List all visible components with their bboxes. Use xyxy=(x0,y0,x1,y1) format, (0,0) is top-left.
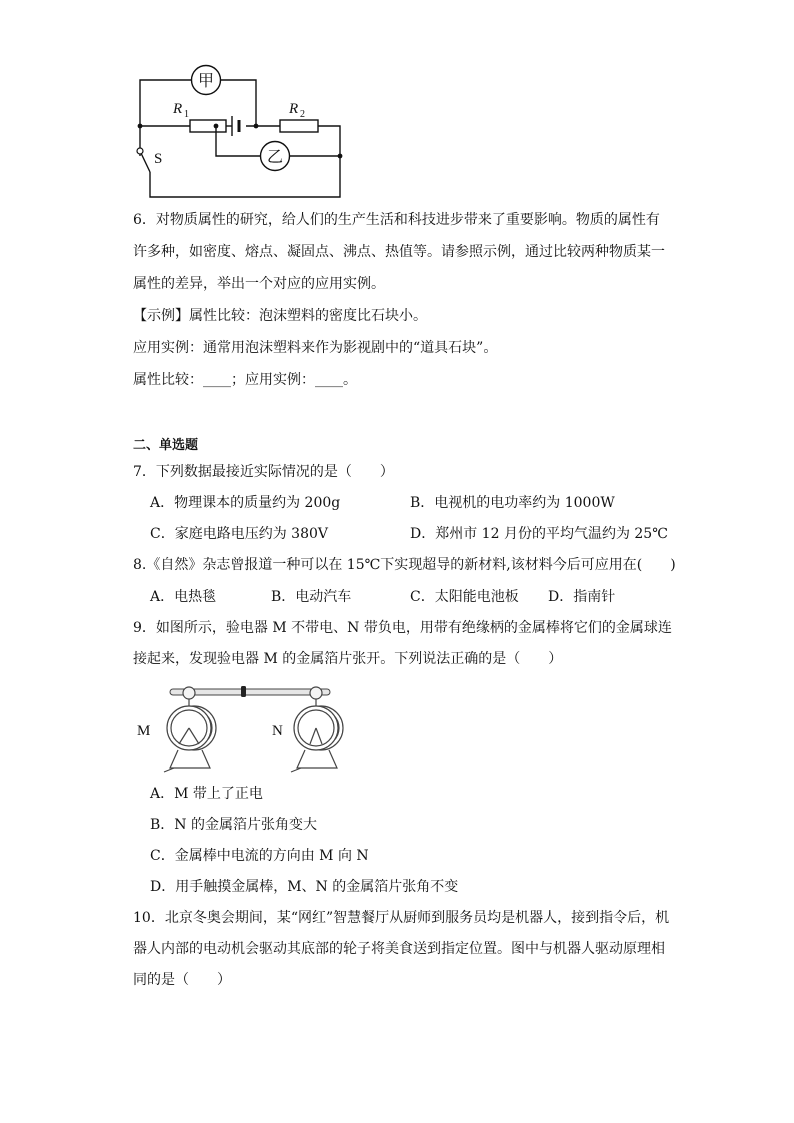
q7-stem: 7．下列数据最接近实际情况的是（ ） xyxy=(133,464,394,480)
q6-line-2: 许多种，如密度、熔点、凝固点、沸点、热值等。请参照示例，通过比较两种物质某一 xyxy=(133,244,665,260)
q8-option-b: B．电动汽车 xyxy=(271,589,352,605)
q9-line-1: 9．如图所示，验电器 M 不带电、N 带负电，用带有绝缘柄的金属棒将它们的金属球连 xyxy=(133,620,672,636)
q8-stem: 8.《自然》杂志曾报道一种可以在 15℃下实现超导的新材料,该材料今后可应用在( ) xyxy=(133,557,676,573)
q6-line-3: 属性的差异，举出一个对应的应用实例。 xyxy=(133,276,385,292)
switch-label: S xyxy=(154,151,163,167)
r2-subscript: 2 xyxy=(300,109,305,120)
q8-option-a: A．电热毯 xyxy=(150,589,217,605)
q6-application: 应用实例：通常用泡沫塑料来作为影视剧中的“道具石块”。 xyxy=(133,340,498,356)
circuit-diagram xyxy=(128,62,353,204)
q8-option-c: C．太阳能电池板 xyxy=(410,589,519,605)
q10-line-3: 同的是（ ） xyxy=(133,972,231,988)
q7-option-d: D．郑州市 12 月份的平均气温约为 25℃ xyxy=(410,526,668,542)
q7-option-b: B．电视机的电功率约为 1000W xyxy=(410,495,615,511)
insulated-handle xyxy=(241,686,246,697)
label-m: M xyxy=(137,723,151,739)
q9-line-2: 接起来，发现验电器 M 的金属箔片张开。下列说法正确的是（ ） xyxy=(133,651,563,667)
q10-line-2: 器人内部的电动机会驱动其底部的轮子将美食送到指定位置。图中与机器人驱动原理相 xyxy=(133,941,665,957)
switch-contact xyxy=(137,148,143,154)
q6-example: 【示例】属性比较：泡沫塑料的密度比石块小。 xyxy=(133,308,427,324)
q9-option-a: A．M 带上了正电 xyxy=(150,786,263,802)
r2-label: R xyxy=(289,101,299,117)
q6-answer-line: 属性比较：____；应用实例：____。 xyxy=(133,372,357,388)
q6-line-1: 6．对物质属性的研究，给人们的生产生活和科技进步带来了重要影响。物质的属性有 xyxy=(133,212,660,228)
q9-option-d: D．用手触摸金属棒，M、N 的金属箔片张角不变 xyxy=(150,879,459,895)
label-n: N xyxy=(272,723,283,739)
r1-subscript: 1 xyxy=(184,109,189,120)
q8-option-d: D．指南针 xyxy=(548,589,616,605)
electroscope-diagram xyxy=(130,684,356,776)
junction-dot xyxy=(338,154,343,159)
q9-option-b: B．N 的金属箔片张角变大 xyxy=(150,817,317,833)
meter-yi-label: 乙 xyxy=(266,149,284,166)
r1-label: R xyxy=(173,101,183,117)
section-title: 二、单选题 xyxy=(133,438,199,453)
meter-jia-label: 甲 xyxy=(197,73,215,90)
q9-option-c: C．金属棒中电流的方向由 M 向 N xyxy=(150,848,369,864)
q7-option-a: A．物理课本的质量约为 200g xyxy=(150,495,341,511)
junction-dot xyxy=(254,124,259,129)
junction-dot xyxy=(138,124,143,129)
q10-line-1: 10．北京冬奥会期间，某“网红”智慧餐厅从厨师到服务员均是机器人，接到指令后，机 xyxy=(133,910,670,926)
junction-dot xyxy=(214,124,219,129)
q7-option-c: C．家庭电路电压约为 380V xyxy=(150,526,328,542)
